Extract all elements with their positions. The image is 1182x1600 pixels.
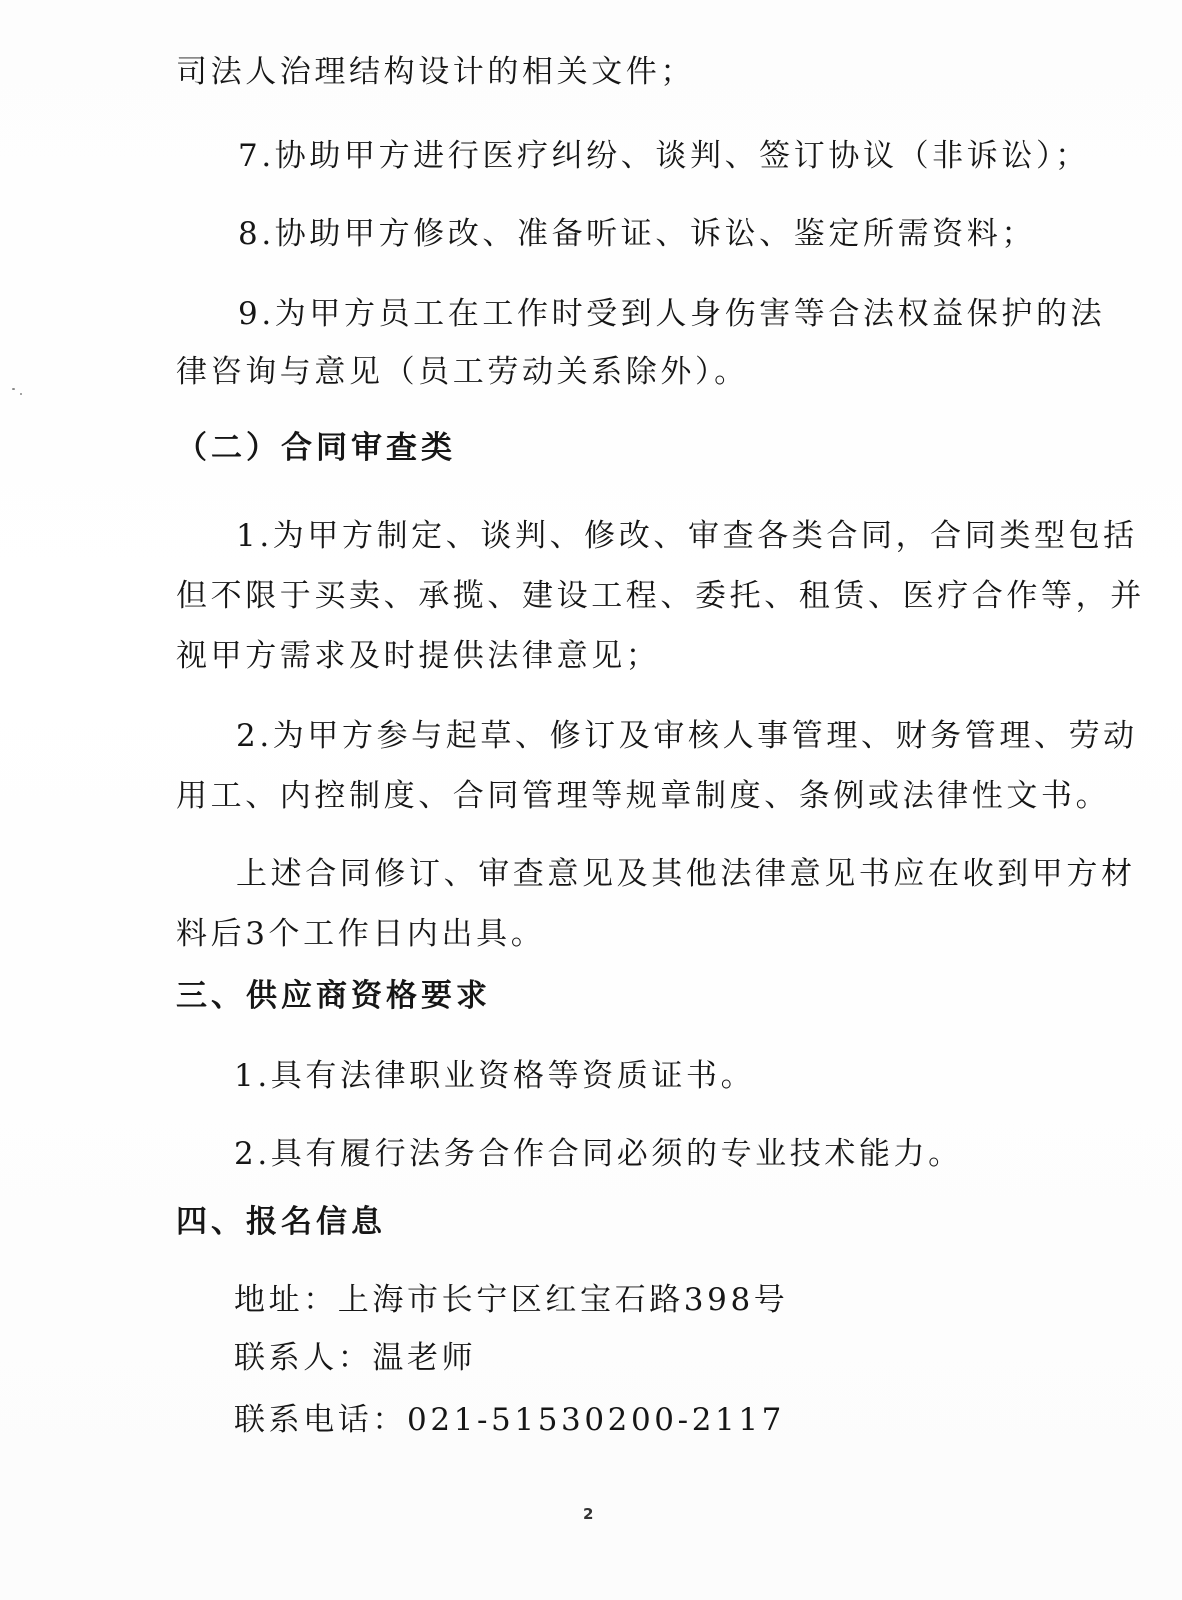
text-line: 律咨询与意见（员工劳动关系除外）。 [176, 354, 749, 390]
section-heading: 四、报名信息 [176, 1204, 386, 1240]
section-heading: 三、供应商资格要求 [176, 978, 491, 1014]
text-line: 视甲方需求及时提供法律意见； [176, 638, 661, 674]
text-line: 2.具有履行法务合作合同必须的专业技术能力。 [234, 1136, 963, 1172]
text-line: 9.为甲方员工在工作时受到人身伤害等合法权益保护的法 [238, 296, 1106, 332]
text-line: 用工、内控制度、合同管理等规章制度、条例或法律性文书。 [176, 778, 1111, 814]
text-line: 2.为甲方参与起草、修订及审核人事管理、财务管理、劳动 [236, 718, 1138, 754]
text-line: 地址：上海市长宁区红宝石路398号 [234, 1282, 789, 1318]
section-heading: （二）合同审查类 [176, 430, 456, 466]
scan-speck [20, 393, 22, 395]
text-line: 7.协助甲方进行医疗纠纷、谈判、签订协议（非诉讼）； [238, 138, 1090, 174]
text-line: 司法人治理结构设计的相关文件； [176, 54, 695, 90]
text-line: 1.具有法律职业资格等资质证书。 [234, 1058, 756, 1094]
page-number: 2 [583, 1505, 594, 1523]
text-line: 8.协助甲方修改、准备听证、诉讼、鉴定所需资料； [238, 216, 1036, 252]
text-line: 上述合同修订、审查意见及其他法律意见书应在收到甲方材 [236, 856, 1136, 892]
text-line: 料后3个工作日内出具。 [176, 916, 546, 952]
text-line: 但不限于买卖、承揽、建设工程、委托、租赁、医疗合作等，并 [176, 578, 1145, 614]
text-line: 联系电话：021-51530200-2117 [234, 1402, 785, 1438]
text-line: 联系人：温老师 [234, 1340, 477, 1376]
scan-speck [12, 388, 15, 390]
text-line: 1.为甲方制定、谈判、修改、审查各类合同，合同类型包括 [236, 518, 1138, 554]
